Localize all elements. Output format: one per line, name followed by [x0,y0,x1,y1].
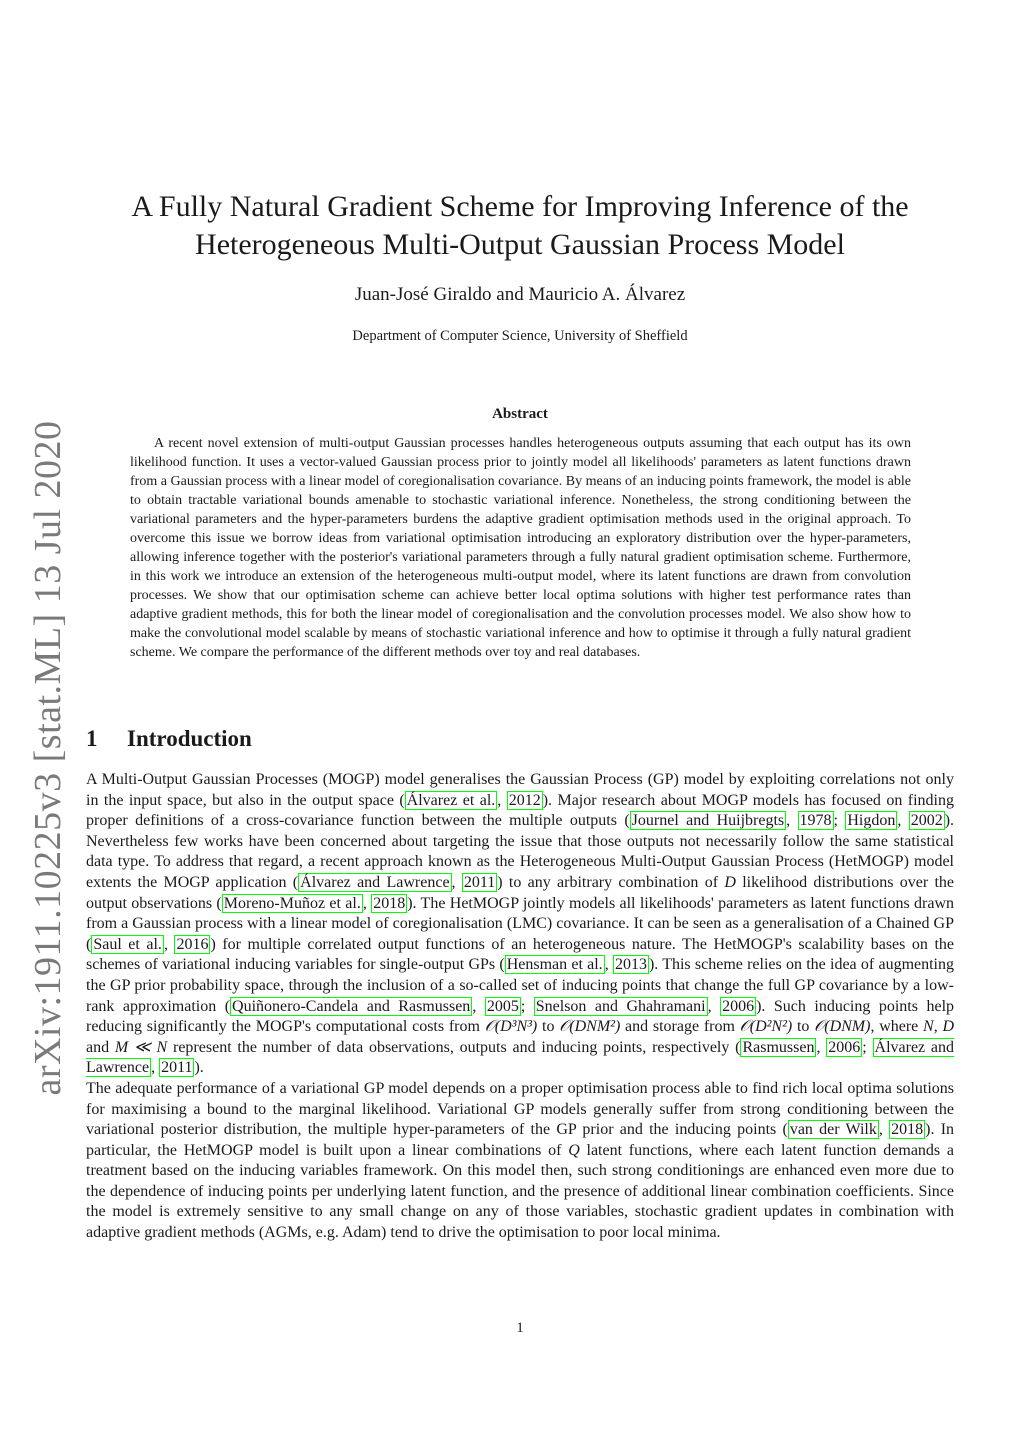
citation-link[interactable]: 2005 [486,997,519,1015]
text-run: ) to any arbitrary combination of [497,873,725,891]
text-run: , [933,1018,943,1036]
affiliation: Department of Computer Science, University of Sheffield [352,328,688,344]
citation-link[interactable]: 2002 [910,812,943,830]
math-expression: 𝒪(DNM) [814,1018,871,1036]
text-run: ; [833,812,846,830]
text-run: , [497,791,507,809]
section-title: Introduction [127,726,252,751]
text-run: , [362,894,372,912]
citation-link[interactable]: Moreno-Muñoz et al. [223,894,361,912]
text-run: ). In particular, the HetMOGP model is built upon a linear combinations of [86,1121,955,1159]
text-run: likelihood distributions over the output observations ( [86,873,955,912]
introduction-body [86,770,954,1244]
paper-title [90,188,950,264]
text-run: , [897,812,909,830]
citation-link[interactable]: 2013 [614,956,647,974]
text-run: ). Nevertheless few works have been concerned about targeting the issue that those outputs not necessarily follow the same statistical data type. To address that regard, a recent approach known as the Heterogeneous Multi-Output Gaussian Process (HetMOGP) model extents the MOGP application ( [86,812,955,891]
citation-link[interactable]: Hensman et al. [506,956,603,974]
math-symbol: N [923,1018,934,1036]
text-run: ) for multiple correlated output functions of an heterogeneous nature. The HetMOGP's scalability bases on the schemes of variational inducing variables for single-output GPs ( [86,935,954,974]
citation-link[interactable]: Snelson and Ghahramani [535,997,706,1015]
math-expression: 𝒪(D²N²) [739,1018,793,1036]
citation-link[interactable]: 2011 [161,1059,193,1077]
text-run: ). Such inducing points help reducing significantly the MOGP's computational costs from [86,997,955,1036]
citation-link[interactable]: 2011 [463,873,496,891]
text-run: ; [862,1038,873,1056]
text-run: , [816,1038,827,1056]
text-run: , [604,956,613,974]
citation-link[interactable]: Álvarez et al. [406,791,496,809]
text-run: , [472,997,485,1015]
text-run: and [86,1038,115,1056]
page-number: 1 [516,1320,524,1336]
text-run: latent functions, where each latent function demands a treatment based on the inducing variables framework. On this model then, such strong conditionings are enhanced even more due to the dependence of inducing points per underlying latent function, and the presence of additional linear combination coefficients. Since the model is extremely sensitive to any small change on any of those variables, stochastic gradient updates in combination with adaptive gradient methods (AGMs, e.g. Adam) tend to drive the optimisation to poor local minima. [86,1141,955,1242]
text-run: ). This scheme relies on the idea of augmenting the GP prior probability space, through the inclusion of a so-called set of inducing points that change the full GP covariance by a low-rank approximation ( [86,956,955,1015]
text-run: to [792,1018,815,1036]
text-run: , [786,812,798,830]
citation-link[interactable]: van der Wilk [789,1121,877,1139]
abstract-heading: Abstract [492,406,548,422]
citation-link[interactable]: 2006 [722,997,755,1015]
text-run: , [163,935,175,953]
math-expression: 𝒪(D³N³) [484,1018,538,1036]
authors: Juan-José Giraldo and Mauricio A. Álvarez [354,284,686,305]
title-line-2: Heterogeneous Multi-Output Gaussian Process Model [195,228,845,261]
section-heading-introduction [86,726,252,752]
text-run: , [707,997,721,1015]
section-number: 1 [86,726,98,751]
title-line-1: A Fully Natural Gradient Scheme for Improving Inference of the [131,190,909,223]
text-run: The adequate performance of a variational GP model depends on a proper optimisation process able to find rich local optima solutions for maximising a bound to the marginal likelihood. Variational GP models generally suffer from strong conditioning between the variational posterior distribution, the multiple hyper-parameters of the GP prior and the inducing points ( [86,1079,954,1139]
math-expression: 𝒪(DNM²) [559,1018,621,1036]
citation-link[interactable]: Saul et al. [93,935,162,953]
citation-link[interactable]: Quiñonero-Candela and Rasmussen [232,997,471,1015]
math-symbol: Q [568,1141,580,1159]
citation-link[interactable]: 1978 [799,812,832,830]
citation-link[interactable]: Rasmussen [742,1038,815,1056]
paragraph-2 [86,1079,954,1244]
text-run: A Multi-Output Gaussian Processes (MOGP) model generalises the Gaussian Process (GP) model by exploiting correlations not only in the input space, but also in the output space ( [86,771,954,809]
text-run: , [151,1059,160,1077]
citation-link[interactable]: 2018 [373,894,406,912]
math-symbol: D [724,873,736,891]
math-symbol: D [942,1018,955,1036]
citation-link[interactable]: 2012 [508,791,541,809]
text-run: ). Major research about MOGP models has focused on finding proper definitions of a cross-covariance function between the multiple outputs ( [86,791,954,830]
arxiv-identifier-stamp: arXiv:1911.10225v3 [stat.ML] 13 Jul 2020 [27,420,69,1096]
text-run: ). The HetMOGP jointly models all likelihoods' parameters as latent functions drawn from a Gaussian process with a linear model of coregionalisation (LMC) covariance. It can be seen as a generalisation of a Chained GP ( [86,894,955,953]
text-run: , [451,873,462,891]
math-expression: M ≪ N [114,1038,168,1056]
citation-link[interactable]: Álvarez and Lawrence [86,1038,955,1077]
citation-link[interactable]: 2016 [176,935,209,953]
text-run: and storage from [620,1018,740,1036]
abstract-body: A recent novel extension of multi-output Gaussian processes handles heterogeneous outputs assuming that each output has its own likelihood function. It uses a vector-valued Gaussian process prior to jointly model all likelihoods' parameters as latent functions drawn from a Gaussian process with a linear model of coregionalisation covariance. By means of an inducing points framework, the model is able to obtain tractable variational bounds amenable to stochastic variational inference. Nonetheless, the strong conditioning between the variational parameters and the hyper-parameters burdens the adaptive gradient optimisation methods used in the original approach. To overcome this issue we borrow ideas from variational optimisation introducing an exploratory distribution over the hyper-parameters, allowing inference together with the posterior's variational parameters through a fully natural gradient optimisation scheme. Furthermore, in this work we introduce an extension of the heterogeneous multi-output model, where its latent functions are drawn from convolution processes. We show that our optimisation scheme can achieve better local optima solutions with higher test performance rates than adaptive gradient methods, this for both the linear model of coregionalisation and the convolution processes model. We also show how to make the convolutional model scalable by means of stochastic variational inference and how to optimise it through a fully natural gradient scheme. We compare the performance of the different methods over toy and real databases. [130,436,911,660]
text-run: , [878,1121,890,1139]
citation-link[interactable]: 2006 [828,1038,861,1056]
text-run: to [537,1018,560,1036]
text-run: , where [870,1018,924,1036]
citation-link[interactable]: Higdon [847,812,896,830]
text-run: ). [194,1059,204,1077]
text-run: ; [520,997,534,1015]
citation-link[interactable]: 2018 [891,1121,924,1139]
paragraph-1 [86,770,954,1079]
text-run: represent the number of data observations, outputs and inducing points, respectively ( [167,1038,741,1056]
citation-link[interactable]: Álvarez and Lawrence [300,873,450,891]
citation-link[interactable]: Journel and Huijbregts [631,812,785,830]
